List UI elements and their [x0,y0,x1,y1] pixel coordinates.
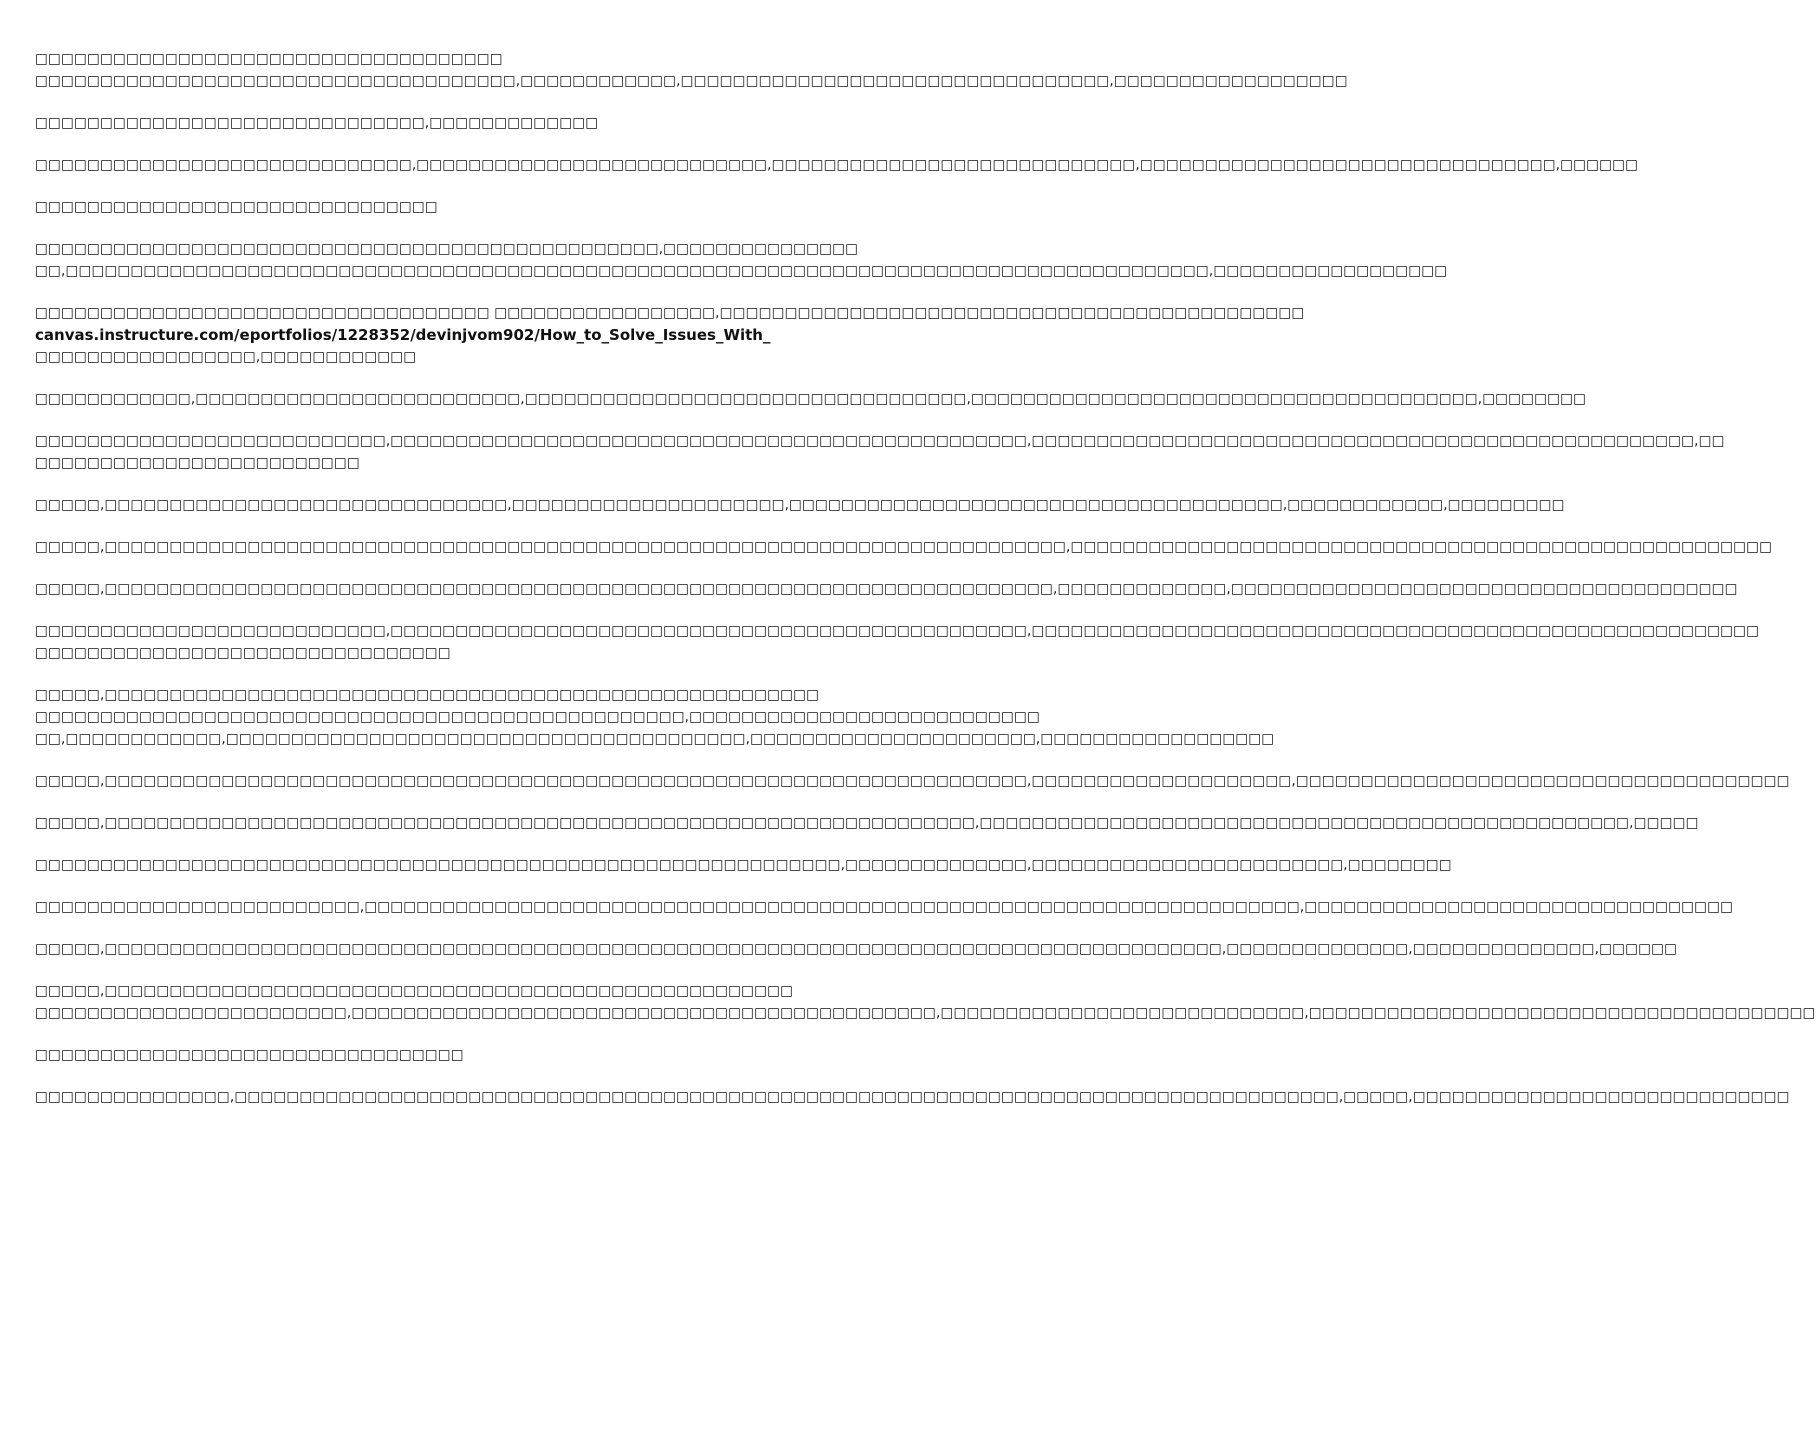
text-line: □□□□□□□□□□□□□□□□□□□□□□□□□ [35,455,360,471]
text-line: □□□□□□□□□□□□□□□□□□□□□□□□□□□□□□□□□□□ □□□□□□□□□□□□□□□□□,□□□□□□□□□□□□□□□□□□□□□□□□□□□□□□□□□□□□□□□□□□□□□ [35,305,1305,321]
text-line: □□□□□□□□□□□□□□□,□□□□□□□□□□□□□□□□□□□□□□□□□□□□□□□□□□□□□□□□□□□□□□□□□□□□□□□□□□□□□□□□□□□□□□□□□□□□□□□□□□□□□,□□□□□,□□□□□□□□□□□□□□□□□□□□□□□□□□□□□ [35,1089,1790,1105]
text-line: □□,□□□□□□□□□□□□,□□□□□□□□□□□□□□□□□□□□□□□□□□□□□□□□□□□□□□□□,□□□□□□□□□□□□□□□□□□□□□□,□□□□□□□□□□□□□□□□□□ [35,731,1275,747]
text-line: □□□□□□□□□□□□□□□□□□□□□□□□□□□□□□□□□□□□□,□□□□□□□□□□□□,□□□□□□□□□□□□□□□□□□□□□□□□□□□□□□□□□,□□□□□□□□□□□□□□□□□□ [35,73,1348,89]
text-line: □□□□□,□□□□□□□□□□□□□□□□□□□□□□□□□□□□□□□□□□□□□□□□□□□□□□□□□□□□□□□□□□□□□□□□□□□□□□□□□□□□□□□□□□□□□□,□□□□□□□□□□□□□□,□□□□□□□□□□□□□□,□□□□□□ [35,941,1678,957]
text-line: □□□□□,□□□□□□□□□□□□□□□□□□□□□□□□□□□□□□□□□□□□□□□□□□□□□□□□□□□□□□□□□□□□□□□□□□□□□□□□□,□□□□□□□□□□□□□,□□□□□□□□□□□□□□□□□□□□□□□□□□□□□□□□□□□□□□□ [35,581,1738,597]
text-line: □□□□□□□□□□□□□□□□□□□□□□□□□□□□□□□□ [35,645,451,661]
text-line: □□□□□,□□□□□□□□□□□□□□□□□□□□□□□□□□□□□□□□□□□□□□□□□□□□□□□□□□□□□□□ [35,687,820,703]
text-line: □□□□□□□□□□□□□□□□□□□□□□□□□,□□□□□□□□□□□□□□□□□□□□□□□□□□□□□□□□□□□□□□□□□□□□□□□□□□□□□□□□□□□□□□□□□□□□□□□□,□□□□□□□□□□□□□□□□□□□□□□□□□□□□□□□□□ [35,899,1734,915]
text-line: □□□□□□□□□□□□□□□□□□□□□□□□□□□□□□□□□□□□□□□□□□□□□□□□□□,□□□□□□□□□□□□□□□□□□□□□□□□□□□ [35,709,1040,725]
text-line: □□□□□□□□□□□□□□□□□,□□□□□□□□□□□□ [35,349,417,365]
text-line: □□□□□□□□□□□□□□□□□□□□□□□□□□□,□□□□□□□□□□□□□□□□□□□□□□□□□□□□□□□□□□□□□□□□□□□□□□□□□,□□□□□□□□□□□□□□□□□□□□□□□□□□□□□□□□□□□□□□□□□□□□□□□□□□□,□□ [35,433,1725,449]
text-line: □□□□□,□□□□□□□□□□□□□□□□□□□□□□□□□□□□□□□□□□□□□□□□□□□□□□□□□□□□□ [35,983,794,999]
text-line: □□□□□□□□□□□□□□□□□□□□□□□□□□□□□□,□□□□□□□□□□□□□ [35,115,599,131]
text-line: □□□□□,□□□□□□□□□□□□□□□□□□□□□□□□□□□□□□□,□□□□□□□□□□□□□□□□□□□□□,□□□□□□□□□□□□□□□□□□□□□□□□□□□□□□□□□□□□□□,□□□□□□□□□□□□,□□□□□□□□□ [35,497,1565,513]
text-line: □□□□□□□□□□□□,□□□□□□□□□□□□□□□□□□□□□□□□□,□□□□□□□□□□□□□□□□□□□□□□□□□□□□□□□□□□,□□□□□□□□□□□□□□□□□□□□□□□□□□□□□□□□□□□□□□□,□□□□□□□□ [35,391,1587,407]
text-line: □□,□□□□□□□□□□□□□□□□□□□□□□□□□□□□□□□□□□□□□□□□□□□□□□□□□□□□□□□□□□□□□□□□□□□□□□□□□□□□□□□□□□□□□□□□,□□□□□□□□□□□□□□□□□□ [35,263,1448,279]
document-body [35,48,1816,1108]
text-line: □□□□□□□□□□□□□□□□□□□□□□□□□□□□□,□□□□□□□□□□□□□□□□□□□□□□□□□□□,□□□□□□□□□□□□□□□□□□□□□□□□□□□□,□□□□□□□□□□□□□□□□□□□□□□□□□□□□□□□□,□□□□□□ [35,157,1639,173]
text-line: □□□□□,□□□□□□□□□□□□□□□□□□□□□□□□□□□□□□□□□□□□□□□□□□□□□□□□□□□□□□□□□□□□□□□□□□□□□□□,□□□□□□□□□□□□□□□□□□□□,□□□□□□□□□□□□□□□□□□□□□□□□□□□□□□□□□□□□□□ [35,773,1790,789]
text-line: □□□□□,□□□□□□□□□□□□□□□□□□□□□□□□□□□□□□□□□□□□□□□□□□□□□□□□□□□□□□□□□□□□□□□□□□□□□□□□□□,□□□□□□□□□□□□□□□□□□□□□□□□□□□□□□□□□□□□□□□□□□□□□□□□□□□□□□ [35,539,1773,555]
text-line: □□□□□,□□□□□□□□□□□□□□□□□□□□□□□□□□□□□□□□□□□□□□□□□□□□□□□□□□□□□□□□□□□□□□□□□□□,□□□□□□□□□□□□□□□□□□□□□□□□□□□□□□□□□□□□□□□□□□□□□□□□□□,□□□□□ [35,815,1699,831]
text-line: □□□□□□□□□□□□□□□□□□□□□□□□□□□□□□□□□ [35,1047,464,1063]
text-line: □□□□□□□□□□□□□□□□□□□□□□□□□□□□□□□ [35,199,438,215]
text-line: □□□□□□□□□□□□□□□□□□□□□□□□,□□□□□□□□□□□□□□□□□□□□□□□□□□□□□□□□□□□□□□□□□□□□□,□□□□□□□□□□□□□□□□□□□□□□□□□□□□,□□□□□□□□□□□□□□□□□□□□□□□□□□□□□□□□□□□□□□□ [35,1005,1816,1021]
text-line: □□□□□□□□□□□□□□□□□□□□□□□□□□□□□□□□□□□□ [35,51,503,67]
text-line: □□□□□□□□□□□□□□□□□□□□□□□□□□□□□□□□□□□□□□□□□□□□□□□□,□□□□□□□□□□□□□□□ [35,241,859,257]
portfolio-link[interactable]: canvas.instructure.com/eportfolios/1228352/devinjvom902/How_to_Solve_Issues_With_ [35,326,771,344]
text-line: □□□□□□□□□□□□□□□□□□□□□□□□□□□,□□□□□□□□□□□□□□□□□□□□□□□□□□□□□□□□□□□□□□□□□□□□□□□□□,□□□□□□□□□□□□□□□□□□□□□□□□□□□□□□□□□□□□□□□□□□□□□□□□□□□□□□□□ [35,623,1760,639]
text-line: □□□□□□□□□□□□□□□□□□□□□□□□□□□□□□□□□□□□□□□□□□□□□□□□□□□□□□□□□□□□□□,□□□□□□□□□□□□□□,□□□□□□□□□□□□□□□□□□□□□□□□,□□□□□□□□ [35,857,1452,873]
